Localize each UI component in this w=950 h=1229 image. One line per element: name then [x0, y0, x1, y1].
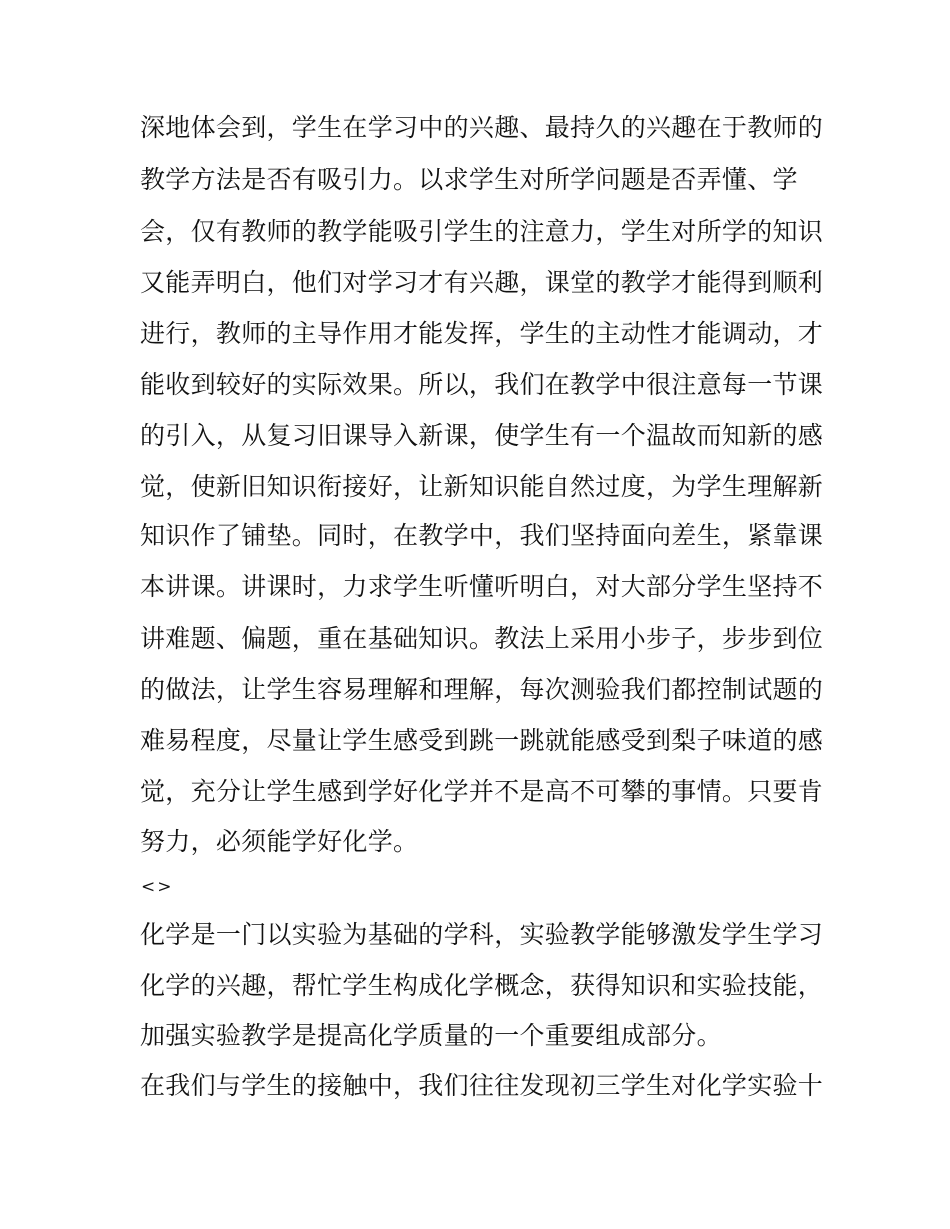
- text-line: 难易程度，尽量让学生感受到跳一跳就能感受到梨子味道的感: [140, 726, 824, 755]
- text-line: 进行，教师的主导作用才能发挥，学生的主动性才能调动，才: [140, 319, 824, 348]
- text-line: 能收到较好的实际效果。所以，我们在教学中很注意每一节课: [140, 370, 824, 399]
- text-line: 的做法，让学生容易理解和理解，每次测验我们都控制试题的: [140, 675, 824, 704]
- text-line: 化学是一门以实验为基础的学科，实验教学能够激发学生学习: [140, 920, 824, 949]
- text-line: 知识作了铺垫。同时，在教学中，我们坚持面向差生，紧靠课: [140, 521, 824, 550]
- text-line: 在我们与学生的接触中，我们往往发现初三学生对化学实验十: [140, 1071, 824, 1100]
- section-marker: <>: [141, 877, 174, 897]
- text-line: 加强实验教学是提高化学质量的一个重要组成部分。: [140, 1021, 722, 1050]
- text-line: 的引入，从复习旧课导入新课，使学生有一个温故而知新的感: [140, 421, 824, 450]
- text-line: 又能弄明白，他们对学习才有兴趣，课堂的教学才能得到顺利: [140, 268, 824, 297]
- text-line: 讲难题、偏题，重在基础知识。教法上采用小步子，步步到位: [140, 624, 824, 653]
- text-line: 本讲课。讲课时，力求学生听懂听明白，对大部分学生坚持不: [140, 572, 824, 601]
- text-line: 化学的兴趣，帮忙学生构成化学概念，获得知识和实验技能，: [140, 971, 824, 1000]
- text-line: 努力，必须能学好化学。: [140, 827, 419, 856]
- text-line: 教学方法是否有吸引力。以求学生对所学问题是否弄懂、学: [140, 165, 798, 194]
- text-line: 会，仅有教师的教学能吸引学生的注意力，学生对所学的知识: [140, 217, 824, 246]
- text-line: 深地体会到，学生在学习中的兴趣、最持久的兴趣在于教师的: [140, 113, 824, 142]
- text-line: 觉，使新旧知识衔接好，让新知识能自然过度，为学生理解新: [140, 472, 824, 501]
- text-line: 觉，充分让学生感到学好化学并不是高不可攀的事情。只要肯: [140, 777, 824, 806]
